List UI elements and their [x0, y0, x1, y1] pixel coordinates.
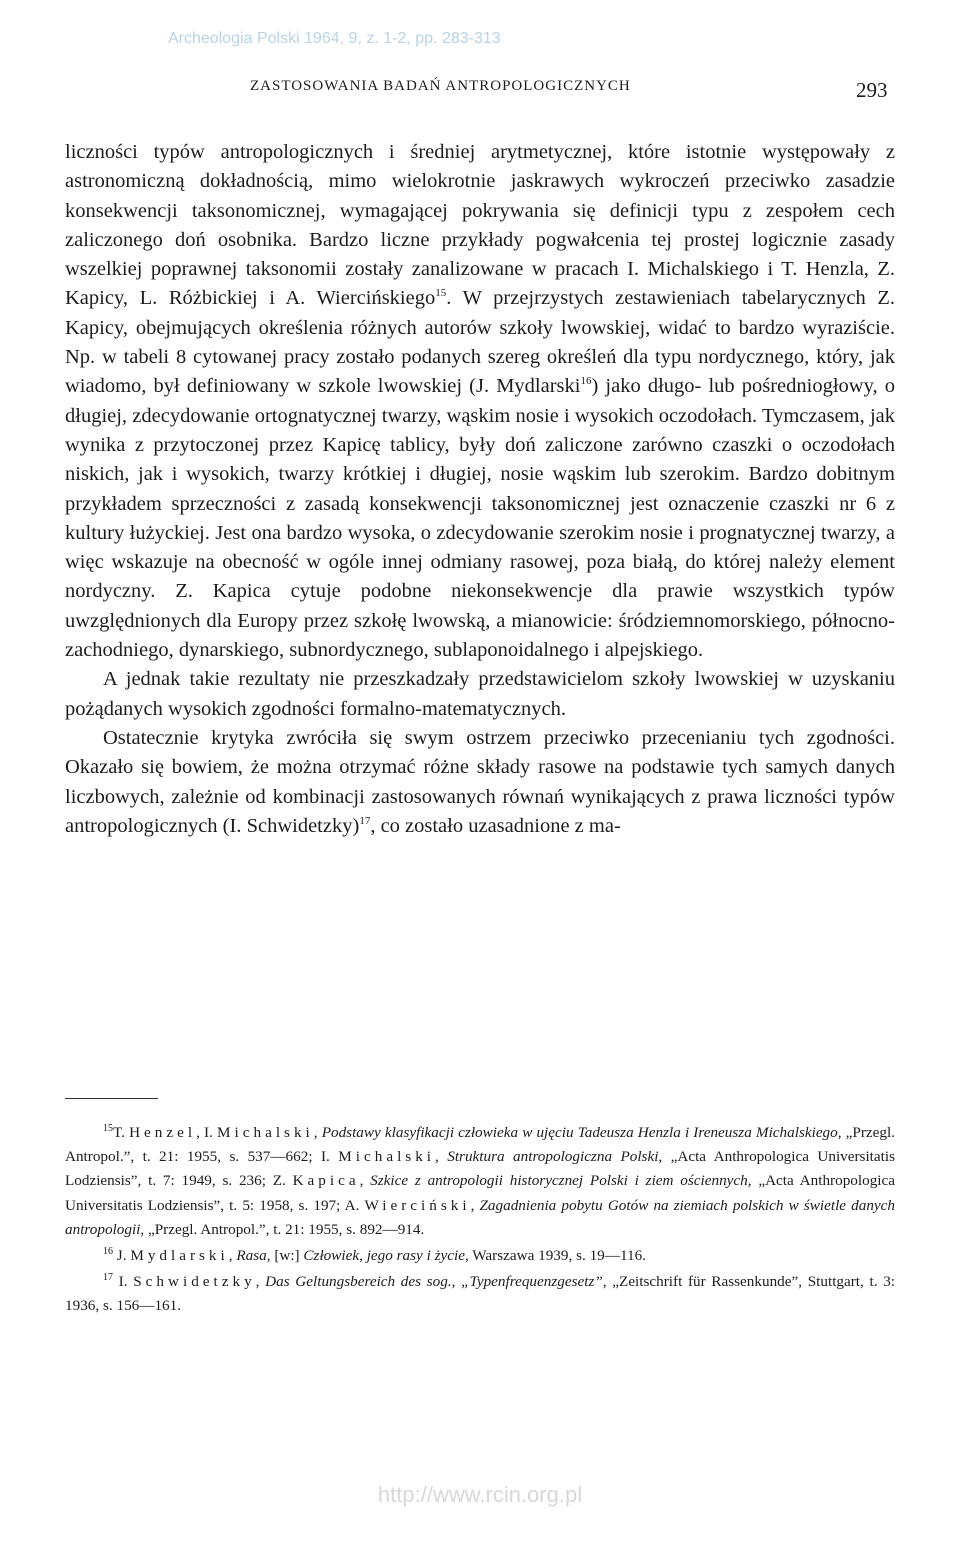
- footnote-text: , I.: [196, 1124, 218, 1141]
- footnote-15: [65, 1121, 895, 1242]
- footnote-ref-15: 15: [435, 287, 447, 300]
- footnote-text: ,: [255, 1273, 266, 1291]
- footnotes: [65, 1121, 895, 1321]
- author-name: Michalski: [217, 1124, 314, 1141]
- paragraph-1-part-a: liczności typów antropologicznych i średniej arytmetycznej, które istotnie występowały z astronomiczną dokładnością, mimo wielokrotnie jaskrawych wykroczeń przeciwko zasadzie konsekwencji taksonomicznej, wymagającej pokrywania się definicji typu z zespołem cech zaliczonego doń osobnika. Bardzo liczne przykłady pogwałcenia tej prostej logicznie zasady wszelkiej poprawnej taksonomii zostały zanalizowane w pracach I. Michalskiego i T. Henzla, Z. Kapicy, L. Różbickiej i A. Wiercińskiego: [65, 141, 895, 310]
- work-title: Podstawy klasyfikacji człowieka w ujęciu Tadeusza Henzla i Ireneusza Michalskiego: [321, 1124, 838, 1141]
- footnote-ref-16: 16: [580, 375, 592, 388]
- paragraph-3-part-b: , co zostało uzasadnione z ma-: [370, 814, 621, 837]
- footnote-text: ,: [435, 1148, 448, 1166]
- footnote-text: , „Przegl. Antropol.”, t. 21: 1955, s. 892—914.: [140, 1220, 425, 1238]
- page-number: 293: [856, 78, 888, 102]
- footnote-number: 15: [103, 1123, 113, 1134]
- footnote-text: ,: [359, 1172, 371, 1190]
- footnote-number: 16: [103, 1246, 113, 1258]
- paragraph-1-part-c: ) jako długo- lub pośredniogłowy, o długiej, zdecydowanie ortognatycznej twarzy, wąskim nosie i wysokich oczodołach. Tymczasem, jak wynika z przytoczonej przez Kapicę tablicy, były doń zaliczone zarówno czaszki o oczodołach niskich, jak i wysokich, twarzy krótkiej i długiej, nosie wąskim lub szerokim. Bardzo dobitnym przykładem sprzeczności z zasadą konsekwencji taksonomicznej jest oznaczenie czaszki nr 6 z kultury łużyckiej. Jest ona bardzo wysoka, o zdecydowanie szerokim nosie i prognatycznej twarzy, a więc wskazuje na obecność w ogóle innej odmiany rasowej, poza białą, do której należy element nordyczny. Z. Kapica cytuje podobne niekonsekwencje dla prawie wszystkich typów uwzględnionych dla Europy przez szkołę lwowską, a mianowicie: śródziemnomorskiego, północno-zachodniego, dynarskiego, subnordycznego, sublaponoidalnego i alpejskiego.: [65, 375, 895, 662]
- author-name: Schwidetzky: [133, 1273, 256, 1291]
- url-watermark: http://www.rcin.org.pl: [377, 1482, 583, 1507]
- footnote-text: ,: [228, 1247, 237, 1265]
- source-watermark: Archeologia Polski 1964, 9, z. 1-2, pp. 283-313: [168, 30, 501, 47]
- paragraph-1: [65, 138, 895, 665]
- footnote-text: , „Acta Anthropologica Universitatis Lodziensis”, t. 7: 1949, s. 236; Z.: [65, 1148, 895, 1190]
- footnote-text: J.: [113, 1247, 131, 1265]
- main-text: [65, 138, 895, 841]
- footnote-text: , „Przegl. Antropol.”, t. 21: 1955, s. 537—662; I.: [65, 1124, 896, 1166]
- running-title: ZASTOSOWANIA BADAŃ ANTROPOLOGICZNYCH: [250, 78, 631, 94]
- footnote-ref-17: 17: [359, 814, 371, 827]
- footnote-text: , „Acta Anthropologica Universitatis Lodziensis”, t. 5: 1958, s. 197; A.: [65, 1172, 895, 1214]
- work-title: Struktura antropologiczna Polski: [447, 1148, 659, 1166]
- work-title: Człowiek, jego rasy i życie: [303, 1247, 465, 1265]
- footnote-17: [65, 1270, 895, 1318]
- author-name: Kapica: [292, 1172, 360, 1190]
- footnote-text: I.: [113, 1273, 134, 1291]
- footnote-separator: [65, 1098, 158, 1099]
- work-title: Zagadnienia pobytu Gotów na ziemiach polskich w świetle danych antropologii: [65, 1196, 896, 1238]
- footnote-number: 17: [103, 1272, 113, 1284]
- work-title: Szkice z antropologii historycznej Polski i ziem ościennych: [370, 1172, 748, 1190]
- paragraph-1-part-b: . W przejrzystych zestawieniach tabelarycznych Z. Kapicy, obejmujących określenia różnych autorów szkoły lwowskiej, widać to bardzo wyraziście. Np. w tabeli 8 cytowanej pracy zostało podanych szereg określeń dla typu nordycznego, który, jak wiadomo, był definiowany w szkole lwowskiej (J. Mydlarski: [65, 287, 895, 398]
- footnote-text: , „Zeitschrift für Rassenkunde”, Stuttgart, t. 3: 1936, s. 156—161.: [65, 1273, 896, 1315]
- author-name: Michalski: [338, 1148, 436, 1166]
- paragraph-2: A jednak takie rezultaty nie przeszkadzały przedstawicielom szkoły lwowskiej w uzyskaniu pożądanych wysokich zgodności formalno-matematycznych.: [65, 668, 895, 720]
- author-name: Henzel: [129, 1124, 197, 1141]
- paragraph-3: [65, 724, 895, 841]
- work-title: Rasa: [236, 1247, 267, 1265]
- footnote-text: ,: [470, 1196, 480, 1214]
- footnote-16: [65, 1244, 895, 1268]
- footnote-text: , Warszawa 1939, s. 19—116.: [464, 1247, 646, 1265]
- footnote-text: , [w:]: [266, 1247, 304, 1265]
- paragraph-3-part-a: Ostatecznie krytyka zwróciła się swym ostrzem przeciwko przecenianiu tych zgodności. Okazało się bowiem, że można otrzymać różne składy rasowe na podstawie tych samych danych liczbowych, zależnie od kombinacji zastosowanych równań wynikających z prawa liczności typów antropologicznych (I. Schwidetzky): [65, 726, 895, 837]
- author-name: Wierciński: [364, 1196, 471, 1214]
- footnote-text: T.: [113, 1124, 130, 1141]
- work-title: Das Geltungsbereich des sog., „Typenfrequenzgesetz”: [265, 1273, 603, 1291]
- footnote-text: ,: [313, 1124, 322, 1141]
- author-name: Mydlarski: [130, 1247, 229, 1265]
